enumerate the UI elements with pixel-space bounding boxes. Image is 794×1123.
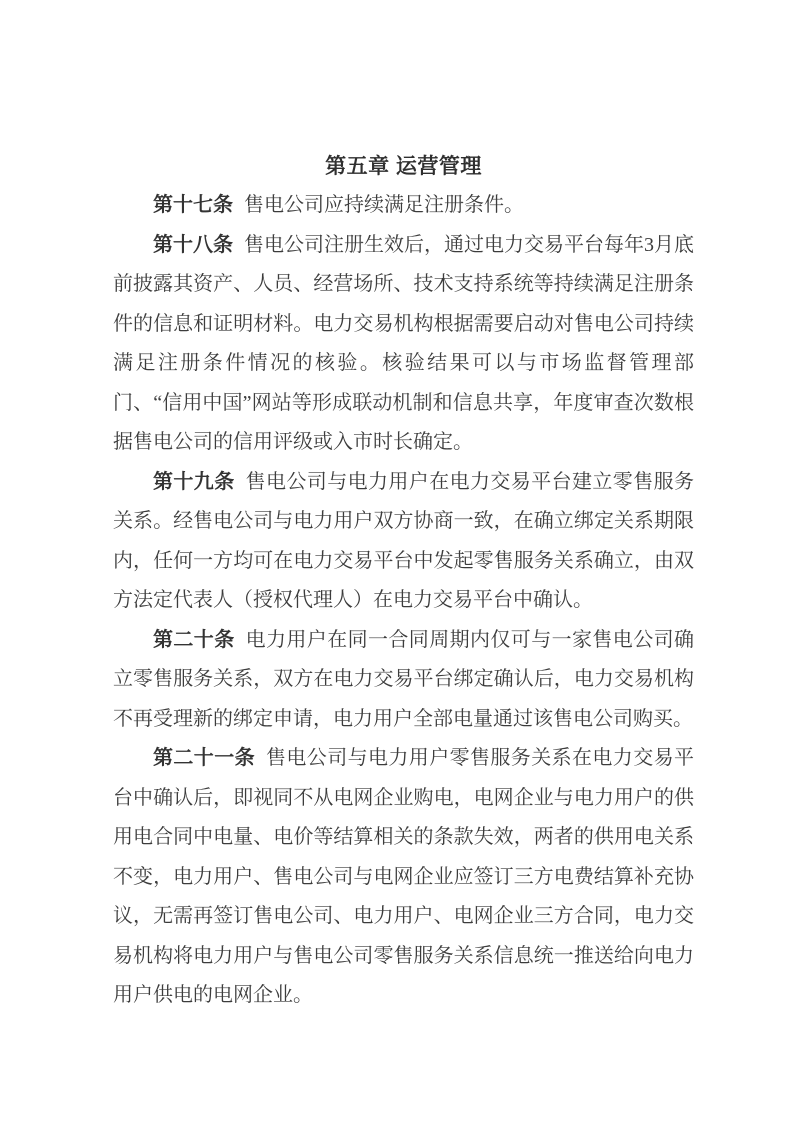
article-number: 第十七条 [153, 194, 233, 216]
article-paragraph [113, 621, 694, 740]
chapter-title: 第五章 运营管理 [325, 155, 482, 178]
article-paragraph [113, 463, 694, 621]
article-number: 第十九条 [153, 470, 235, 493]
article-paragraph [113, 739, 694, 1016]
article-number: 第二十一条 [153, 747, 255, 769]
article-number: 第二十条 [153, 628, 235, 651]
article-text: 售电公司注册生效后，通过电力交易平台每年3月底前披露其资产、人员、经营场所、技术支持系统等持续满足注册条件的信息和证明材料。电力交易机构根据需要启动对售电公司持续满足注册条件情况的核验。核验结果可以与市场监督管理部门、“信用中国”网站等形成联动机制和信息共享，年度审查次数根据售电公司的信用评级或入市时长确定。 [113, 233, 694, 453]
article-paragraph [113, 186, 694, 226]
articles-container [113, 186, 694, 1016]
article-text: 电力用户在同一合同周期内仅可与一家售电公司确立零售服务关系，双方在电力交易平台绑定确认后，电力交易机构不再受理新的绑定申请，电力用户全部电量通过该售电公司购买。 [113, 628, 695, 730]
article-number: 第十八条 [153, 233, 233, 256]
article-text: 售电公司与电力用户在电力交易平台建立零售服务关系。经售电公司与电力用户双方协商一致，在确立绑定关系期限内，任何一方均可在电力交易平台中发起零售服务关系确立，由双方法定代表人（授权代理人）在电力交易平台中确认。 [113, 470, 695, 611]
article-text: 售电公司与电力用户零售服务关系在电力交易平台中确认后，即视同不从电网企业购电，电网企业与电力用户的供用电合同中电量、电价等结算相关的条款失效，两者的供用电关系不变，电力用户、售电公司与电网企业应签订三方电费结算补充协议，无需再签订售电公司、电力用户、电网企业三方合同，电力交易机构将电力用户与售电公司零售服务关系信息统一推送给向电力用户供电的电网企业。 [113, 747, 694, 1006]
article-text: 售电公司应持续满足注册条件。 [244, 194, 524, 216]
article-paragraph [113, 226, 694, 463]
